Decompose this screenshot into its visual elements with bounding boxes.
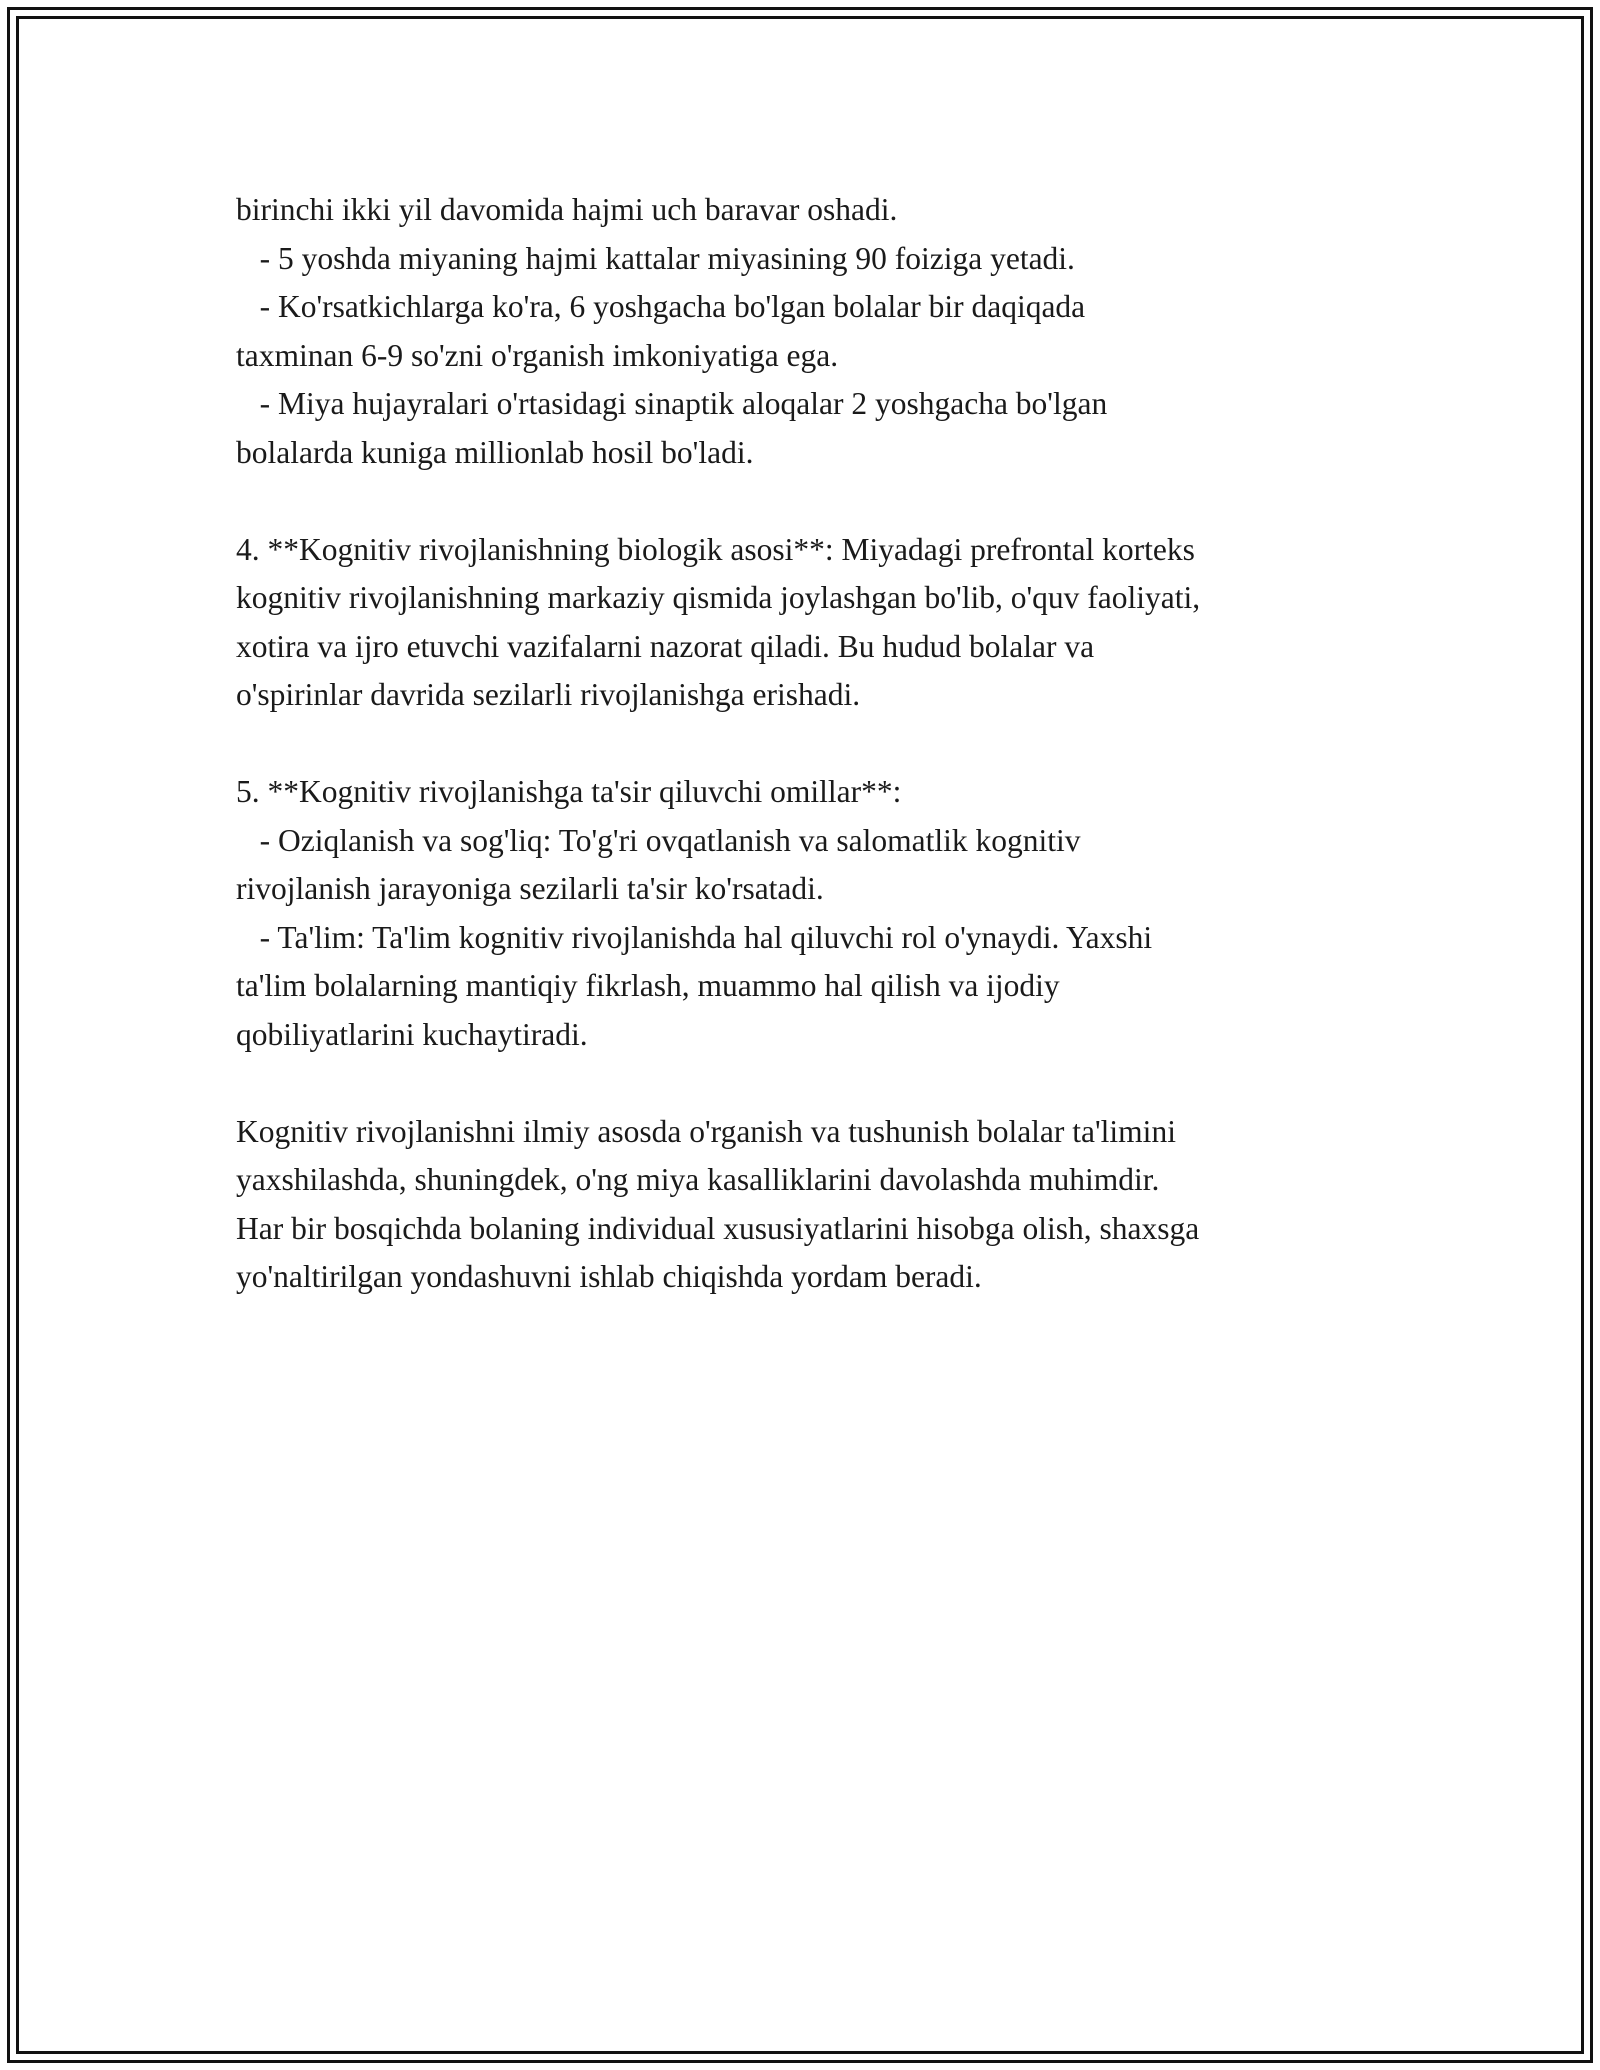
text-line: o'spirinlar davrida sezilarli rivojlanishga erishadi. [236,677,861,712]
bullet-line: - 5 yoshda miyaning hajmi kattalar miyasining 90 foiziga yetadi. [236,240,1075,276]
document-body [236,186,1416,1302]
paragraph-spacer [236,1059,1416,1108]
text-line: bolalarda kuniga millionlab hosil bo'ladi. [236,434,754,470]
bullet-line: - Ta'lim: Ta'lim kognitiv rivojlanishda hal qiluvchi rol o'ynaydi. Yaxshi [236,919,1153,955]
text-line: xotira va ijro etuvchi vazifalarni nazorat qiladi. Bu hudud bolalar va [236,628,1095,664]
bullet-line: - Oziqlanish va sog'liq: To'g'ri ovqatlanish va salomatlik kognitiv [236,822,1081,858]
section-heading-line: 4. **Kognitiv rivojlanishning biologik asosi**: Miyadagi prefrontal korteks [236,531,1195,567]
text-line: taxminan 6-9 so'zni o'rganish imkoniyatiga ega. [236,337,839,373]
text-line: birinchi ikki yil davomida hajmi uch baravar oshadi. [236,192,898,227]
bullet-line: - Ko'rsatkichlarga ko'ra, 6 yoshgacha bo'lgan bolalar bir daqiqada [236,289,1086,324]
section-heading-line: 5. **Kognitiv rivojlanishga ta'sir qiluvchi omillar**: [236,774,902,809]
conclusion-line: yaxshilashda, shuningdek, o'ng miya kasalliklarini davolashda muhimdir. [236,1162,1160,1197]
text-line: rivojlanish jarayoniga sezilarli ta'sir ko'rsatadi. [236,871,824,906]
conclusion-line: Har bir bosqichda bolaning individual xususiyatlarini hisobga olish, shaxsga [236,1210,1200,1246]
text-line: qobiliyatlarini kuchaytiradi. [236,1016,588,1052]
bullet-line: - Miya hujayralari o'rtasidagi sinaptik aloqalar 2 yoshgacha bo'lgan [236,386,1108,421]
paragraph-spacer [236,477,1416,526]
conclusion-line: Kognitiv rivojlanishni ilmiy asosda o'rganish va tushunish bolalar ta'limini [236,1113,1176,1149]
text-line: kognitiv rivojlanishning markaziy qismida joylashgan bo'lib, o'quv faoliyati, [236,580,1201,615]
text-line: ta'lim bolalarning mantiqiy fikrlash, muammo hal qilish va ijodiy [236,968,1060,1003]
conclusion-line: yo'naltirilgan yondashuvni ishlab chiqishda yordam beradi. [236,1259,982,1294]
paragraph-spacer [236,720,1416,769]
